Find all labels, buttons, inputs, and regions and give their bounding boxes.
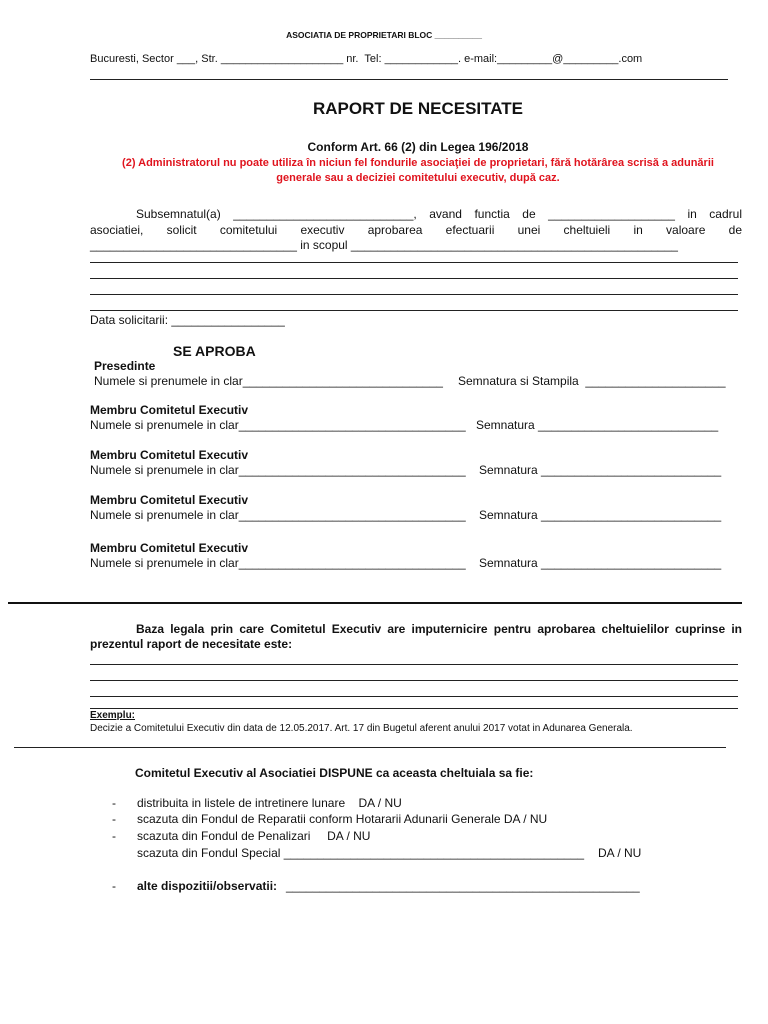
request-line1: Subsemnatul(a) ___________________________, avand functia de ___________________ in cadrul — [136, 207, 742, 221]
disposition-item-1: distribuita in listele de intretinere lunare DA / NU — [137, 796, 402, 810]
disposition-heading: Comitetul Executiv al Asociatiei DISPUNE ca aceasta cheltuiala sa fie: — [135, 766, 534, 780]
member-1-signature-field: Semnatura ___________________________ — [476, 418, 719, 432]
other-field: _____________________________________________________ — [286, 879, 640, 893]
member-2-signature-field: Semnatura ___________________________ — [479, 463, 722, 477]
member-1-title: Membru Comitetul Executiv — [90, 403, 249, 417]
president-signature-field: Semnatura si Stampila _____________________ — [458, 374, 726, 388]
approval-heading: SE APROBA — [173, 343, 256, 359]
purpose-line-1 — [90, 262, 738, 263]
association-title: ASOCIATIA DE PROPRIETARI BLOC __________ — [286, 30, 482, 40]
special-fund-field: scazuta din Fondul Special _____________________________________________ — [137, 846, 585, 860]
legal-note-line2: generale sau a deciziei comitetului executiv, după caz. — [276, 172, 560, 184]
bullet-dash: - — [112, 879, 116, 893]
example-divider — [14, 747, 726, 748]
request-line3: _______________________________ in scopul _________________________________________________ — [90, 238, 678, 252]
page-title: RAPORT DE NECESITATE — [313, 99, 523, 118]
purpose-line-2 — [90, 278, 738, 279]
member-4-signature-field: Semnatura ___________________________ — [479, 556, 722, 570]
legal-reference: Conform Art. 66 (2) din Legea 196/2018 — [307, 140, 529, 154]
basis-line-4 — [90, 708, 738, 709]
basis-line-2 — [90, 680, 738, 681]
bullet-dash: - — [112, 829, 116, 843]
member-1-name-field: Numele si prenumele in clar__________________________________ — [90, 418, 466, 432]
purpose-line-3 — [90, 294, 738, 295]
basis-line-3 — [90, 696, 738, 697]
bullet-dash: - — [112, 812, 116, 826]
disposition-item-2: scazuta din Fondul de Reparatii conform Hotararii Adunarii Generale DA / NU — [137, 812, 548, 826]
example-label: Exemplu: — [90, 710, 136, 721]
request-date: Data solicitarii: _________________ — [90, 313, 285, 327]
member-3-name-field: Numele si prenumele in clar__________________________________ — [90, 508, 466, 522]
disposition-item-3: scazuta din Fondul de Penalizari DA / NU — [137, 829, 371, 843]
section-divider — [8, 602, 742, 604]
address-line: Bucuresti, Sector ___, Str. ____________________ nr. Tel: ____________. e-mail:_________@_________.com — [90, 53, 643, 65]
legal-note-line1: (2) Administratorul nu poate utiliza în niciun fel fondurile asociaţiei de proprietari, fără hotărârea scrisă a adunării — [122, 157, 714, 169]
bullet-dash: - — [112, 796, 116, 810]
president-name-field: Numele si prenumele in clar______________________________ — [94, 374, 443, 388]
member-2-title: Membru Comitetul Executiv — [90, 448, 249, 462]
request-line2: asociatiei, solicit comitetului executiv aprobarea efectuarii unei cheltuieli in valoare de — [90, 223, 742, 237]
member-4-title: Membru Comitetul Executiv — [90, 541, 249, 555]
purpose-line-4 — [90, 310, 738, 311]
president-title: Presedinte — [94, 359, 156, 373]
header-divider — [90, 79, 728, 80]
member-3-signature-field: Semnatura ___________________________ — [479, 508, 722, 522]
example-text: Decizie a Comitetului Executiv din data de 12.05.2017. Art. 17 din Bugetul aferent anului 2017 votat in Adunarea Generala. — [90, 723, 633, 734]
member-3-title: Membru Comitetul Executiv — [90, 493, 249, 507]
legal-basis-line2: prezentul raport de necesitate este: — [90, 637, 293, 651]
member-2-name-field: Numele si prenumele in clar__________________________________ — [90, 463, 466, 477]
legal-basis-line1: Baza legala prin care Comitetul Executiv are imputernicire pentru aprobarea cheltuielilor cuprinse in — [136, 622, 742, 636]
special-fund-choice: DA / NU — [598, 846, 642, 860]
member-4-name-field: Numele si prenumele in clar__________________________________ — [90, 556, 466, 570]
basis-line-1 — [90, 664, 738, 665]
other-label: alte dispozitii/observatii: — [137, 879, 278, 893]
